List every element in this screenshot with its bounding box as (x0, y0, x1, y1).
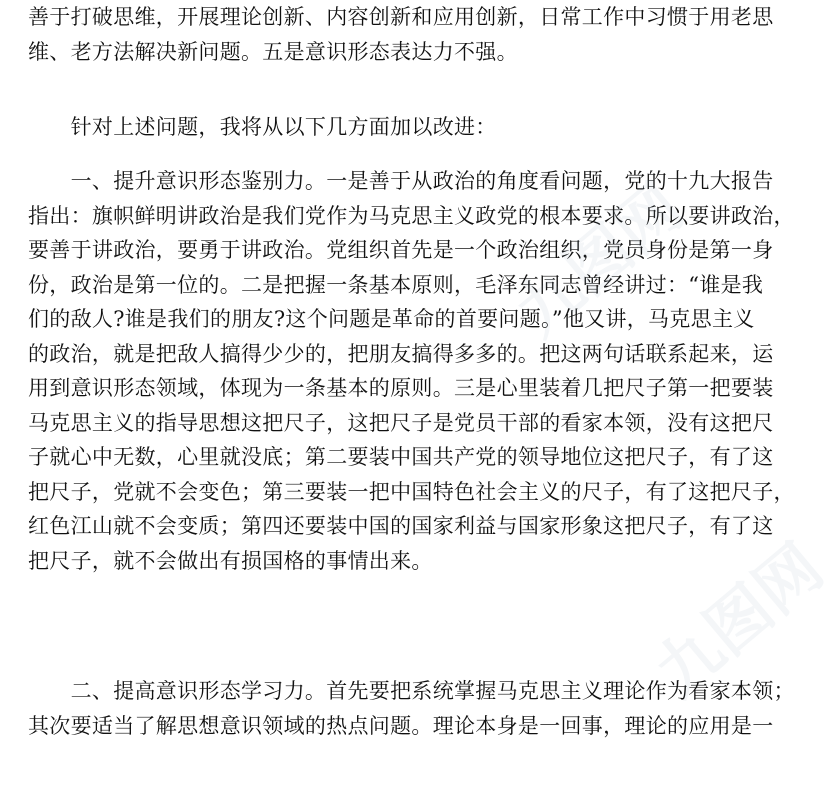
text-line: 的政治，就是把敌人搞得少少的，把朋友搞得多多的。把这两句话联系起来，运 (28, 341, 774, 366)
paragraph-2 (28, 110, 776, 145)
paragraph-4 (28, 674, 795, 743)
text-line: 二、提高意识形态学习力。首先要把系统掌握马克思主义理论作为看家本领； (28, 679, 795, 703)
watermark: 九图网 (502, 170, 698, 351)
text-line: 其次要适当了解思想意识领域的热点问题。理论本身是一回事，理论的应用是一 (28, 713, 774, 738)
watermark: 九图网 (642, 530, 838, 711)
text-line: 针对上述问题，我将从以下几方面加以改进： (28, 115, 497, 139)
text-line: 维、老方法解决新问题。五是意识形态表达力不强。 (28, 39, 518, 64)
paragraph-1 (28, 0, 776, 69)
text-line: 一、提升意识形态鉴别力。一是善于从政治的角度看问题，党的十九大报告 (28, 169, 774, 193)
text-line: 马克思主义的指导思想这把尺子，这把尺子是党员干部的看家本领，没有这把尺 (28, 410, 774, 435)
text-line: 份，政治是第一位的。二是把握一条基本原则，毛泽东同志曾经讲过：“谁是我 (28, 272, 764, 297)
text-line: 红色江山就不会变质；第四还要装中国的国家利益与国家形象这把尺子，有了这 (28, 514, 774, 538)
text-line: 子就心中无数，心里就没底；第二要装中国共产党的领导地位这把尺子，有了这 (28, 445, 774, 469)
text-line: 们的敌人?谁是我们的朋友?这个问题是革命的首要问题。”他又讲，马克思主义 (28, 307, 755, 331)
text-line: 把尺子，党就不会变色；第三要装一把中国特色社会主义的尺子，有了这把尺子， (28, 479, 795, 504)
text-line: 善于打破思维，开展理论创新、内容创新和应用创新，日常工作中习惯于用老思 (28, 5, 774, 29)
text-line: 要善于讲政治，要勇于讲政治。党组织首先是一个政治组织，党员身份是第一身 (28, 238, 774, 262)
text-line: 指出：旗帜鲜明讲政治是我们党作为马克思主义政党的根本要求。所以要讲政治， (28, 203, 795, 228)
text-line: 把尺子，就不会做出有损国格的事情出来。 (28, 548, 433, 573)
text-line: 用到意识形态领域，体现为一条基本的原则。三是心里装着几把尺子第一把要装 (28, 376, 774, 400)
paragraph-3 (28, 164, 795, 578)
